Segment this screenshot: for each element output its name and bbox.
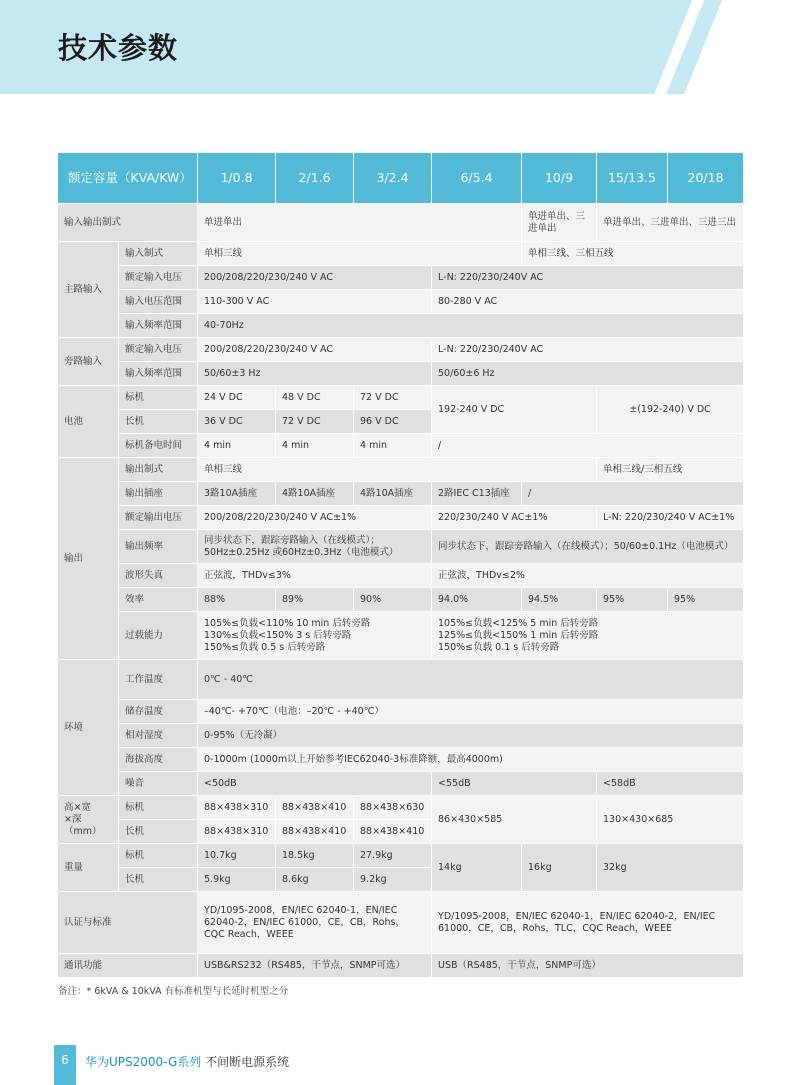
cell: 40-70Hz — [198, 314, 744, 338]
row-label: 额定输出电压 — [119, 506, 198, 530]
cell: L-N: 220/230/240 V AC±1% — [597, 506, 744, 530]
cell: ±(192-240) V DC — [597, 386, 744, 434]
row-label: 输入输出制式 — [58, 204, 198, 242]
cell: 0-95%（无冷凝） — [198, 724, 744, 748]
table-row — [58, 386, 744, 410]
table-row — [58, 844, 744, 868]
cell: 88×438×410 — [276, 796, 354, 820]
cell: 200/208/220/230/240 V AC — [198, 338, 432, 362]
model-header: 6/5.4 — [432, 153, 522, 204]
cell: 48 V DC — [276, 386, 354, 410]
cell — [432, 612, 744, 660]
cell: <58dB — [597, 772, 744, 796]
footer-brand — [85, 1053, 289, 1070]
cell: 32kg — [597, 844, 744, 892]
cell: 单进单出 — [198, 204, 522, 242]
cell: 8.6kg — [276, 868, 354, 892]
table-row — [58, 954, 744, 978]
row-label: 输入制式 — [119, 242, 198, 266]
overload-line: 130%≤负载<150% 3 s 后转旁路 — [204, 629, 352, 641]
row-label: 输出插座 — [119, 482, 198, 506]
dims-label: ×深 — [64, 813, 82, 825]
row-label: 长机 — [119, 868, 198, 892]
cell: 110-300 V AC — [198, 290, 432, 314]
overload-line: 150%≤负载 0.5 s 后转旁路 — [204, 641, 326, 653]
table-row — [58, 892, 744, 954]
cell: 96 V DC — [354, 410, 432, 434]
model-header: 15/13.5 — [597, 153, 668, 204]
cell: 9.2kg — [354, 868, 432, 892]
overload-line: 125%≤负载<150% 1 min 后转旁路 — [438, 629, 599, 641]
model-header: 10/9 — [522, 153, 597, 204]
cell: 4 min — [354, 434, 432, 458]
cell: 94.5% — [522, 588, 597, 612]
cell: / — [432, 434, 744, 458]
cell: 88% — [198, 588, 276, 612]
cell: <55dB — [432, 772, 597, 796]
overload-line: 150%≤负载 0.1 s 后转旁路 — [438, 641, 560, 653]
cell: 50/60±3 Hz — [198, 362, 432, 386]
cell: 0℃ - 40℃ — [198, 660, 744, 700]
cell: 2路IEC C13插座 — [432, 482, 522, 506]
table-row — [58, 506, 744, 530]
cell: 正弦波，THDv≤3% — [198, 564, 432, 588]
row-label: 相对湿度 — [119, 724, 198, 748]
row-label: 海拔高度 — [119, 748, 198, 772]
cell: YD/1095-2008，EN/IEC 62040-1，EN/IEC 62040-2，EN/IEC 61000，CE，CB，Rohs，CQC Reach，WEEE — [198, 892, 432, 954]
table-row — [58, 660, 744, 700]
table-row — [58, 772, 744, 796]
row-label: 额定输入电压 — [119, 338, 198, 362]
cell — [198, 612, 432, 660]
cell: 单相三线/三相五线 — [597, 458, 744, 482]
page-title: 技术参数 — [58, 31, 179, 65]
table-row — [58, 748, 744, 772]
cell: 95% — [597, 588, 668, 612]
cell: 同步状态下，跟踪旁路输入（在线模式）；50/60±0.1Hz（电池模式） — [432, 530, 744, 564]
cell: 同步状态下，跟踪旁路输入（在线模式）；50Hz±0.25Hz 或60Hz±0.3Hz（电池模式） — [198, 530, 432, 564]
row-label: 过载能力 — [119, 612, 198, 660]
cell: 单相三线 — [198, 458, 597, 482]
table-row — [58, 290, 744, 314]
row-label: 标机 — [119, 386, 198, 410]
cell: 5.9kg — [198, 868, 276, 892]
cell: 单进单出、三进单出 — [522, 204, 597, 242]
cell: 88×438×310 — [198, 820, 276, 844]
table-row — [58, 434, 744, 458]
table-row — [58, 724, 744, 748]
capacity-header: 额定容量（KVA/KW） — [58, 153, 198, 204]
cell: USB&RS232（RS485，干节点，SNMP可选） — [198, 954, 432, 978]
category-label: 环境 — [58, 660, 119, 796]
cell: 27.9kg — [354, 844, 432, 868]
model-header: 3/2.4 — [354, 153, 432, 204]
cell: 单相三线 — [198, 242, 522, 266]
cell: 3路10A插座 — [198, 482, 276, 506]
table-row — [58, 796, 744, 820]
overload-line: 105%≤负载<110% 10 min 后转旁路 — [204, 617, 371, 629]
cell: 80-280 V AC — [432, 290, 744, 314]
table-row — [58, 530, 744, 564]
cell: YD/1095-2008，EN/IEC 62040-1，EN/IEC 62040-2，EN/IEC 61000，CE，CB，Rohs，TLC，CQC Reach，WEEE — [432, 892, 744, 954]
cell: 50/60±6 Hz — [432, 362, 744, 386]
table-row — [58, 458, 744, 482]
cell: 4路10A插座 — [354, 482, 432, 506]
table-row — [58, 242, 744, 266]
cell: 200/208/220/230/240 V AC — [198, 266, 432, 290]
brand-subtitle: 不间断电源系统 — [205, 1055, 290, 1069]
table-row — [58, 700, 744, 724]
cell: 4 min — [276, 434, 354, 458]
row-label: 输出制式 — [119, 458, 198, 482]
row-label: 长机 — [119, 410, 198, 434]
cell: 4 min — [198, 434, 276, 458]
footnote: 备注：* 6kVA & 10kVA 有标准机型与长延时机型之分 — [58, 986, 289, 997]
cell: 86×430×585 — [432, 796, 597, 844]
cell: USB（RS485，干节点，SNMP可选） — [432, 954, 744, 978]
cell: 36 V DC — [198, 410, 276, 434]
row-label: 额定输入电压 — [119, 266, 198, 290]
cell: L-N: 220/230/240V AC — [432, 338, 744, 362]
cell: 0-1000m (1000m以上开始参考IEC62040-3标准降额，最高4000m) — [198, 748, 744, 772]
cell: 94.0% — [432, 588, 522, 612]
cell: 4路10A插座 — [276, 482, 354, 506]
dims-label: （mm） — [64, 825, 102, 837]
cell: 88×438×630 — [354, 796, 432, 820]
cell: 16kg — [522, 844, 597, 892]
cell: 200/208/220/230/240 V AC±1% — [198, 506, 432, 530]
row-label: 长机 — [119, 820, 198, 844]
table-row — [58, 314, 744, 338]
dims-label: 高×宽 — [64, 801, 91, 813]
cell: 90% — [354, 588, 432, 612]
table-row — [58, 482, 744, 506]
cell: <50dB — [198, 772, 432, 796]
cell: 89% — [276, 588, 354, 612]
category-label: 重量 — [58, 844, 119, 892]
cell: –40℃- +70℃（电池：–20℃ - +40℃） — [198, 700, 744, 724]
row-label: 储存温度 — [119, 700, 198, 724]
table-row — [58, 266, 744, 290]
spec-table — [57, 152, 744, 978]
row-label: 输入频率范围 — [119, 362, 198, 386]
cell: 88×438×410 — [276, 820, 354, 844]
category-label: 输出 — [58, 458, 119, 660]
row-label: 波形失真 — [119, 564, 198, 588]
cell: 88×438×410 — [354, 820, 432, 844]
row-label: 输入频率范围 — [119, 314, 198, 338]
table-row — [58, 204, 744, 242]
row-label: 标机备电时间 — [119, 434, 198, 458]
table-row — [58, 564, 744, 588]
cell: 18.5kg — [276, 844, 354, 868]
table-row — [58, 362, 744, 386]
cell: 130×430×685 — [597, 796, 744, 844]
overload-line: 105%≤负载<125% 5 min 后转旁路 — [438, 617, 599, 629]
table-row — [58, 588, 744, 612]
row-label: 输出频率 — [119, 530, 198, 564]
row-label: 噪音 — [119, 772, 198, 796]
cell: 正弦波，THDv≤2% — [432, 564, 744, 588]
row-label: 认证与标准 — [58, 892, 198, 954]
category-label — [58, 796, 119, 844]
cell: 95% — [668, 588, 744, 612]
table-header-row — [58, 153, 744, 204]
cell: 88×438×310 — [198, 796, 276, 820]
cell: 220/230/240 V AC±1% — [432, 506, 597, 530]
row-label: 工作温度 — [119, 660, 198, 700]
row-label: 输入电压范围 — [119, 290, 198, 314]
category-label: 主路输入 — [58, 242, 119, 338]
table-row — [58, 338, 744, 362]
cell: 192-240 V DC — [432, 386, 597, 434]
table-row — [58, 612, 744, 660]
cell: 单相三线、三相五线 — [522, 242, 744, 266]
model-header: 20/18 — [668, 153, 744, 204]
row-label: 效率 — [119, 588, 198, 612]
row-label: 标机 — [119, 844, 198, 868]
model-header: 2/1.6 — [276, 153, 354, 204]
row-label: 标机 — [119, 796, 198, 820]
cell: 10.7kg — [198, 844, 276, 868]
brand-name: 华为UPS2000-G系列 — [85, 1055, 202, 1069]
cell: 72 V DC — [354, 386, 432, 410]
cell: 24 V DC — [198, 386, 276, 410]
cell: / — [522, 482, 744, 506]
page-number: 6 — [61, 1053, 69, 1067]
category-label: 旁路输入 — [58, 338, 119, 386]
cell: 14kg — [432, 844, 522, 892]
cell: 72 V DC — [276, 410, 354, 434]
cell: L-N: 220/230/240V AC — [432, 266, 744, 290]
row-label: 通讯功能 — [58, 954, 198, 978]
cell: 单进单出、三进单出、三进三出 — [597, 204, 744, 242]
model-header: 1/0.8 — [198, 153, 276, 204]
category-label: 电池 — [58, 386, 119, 458]
